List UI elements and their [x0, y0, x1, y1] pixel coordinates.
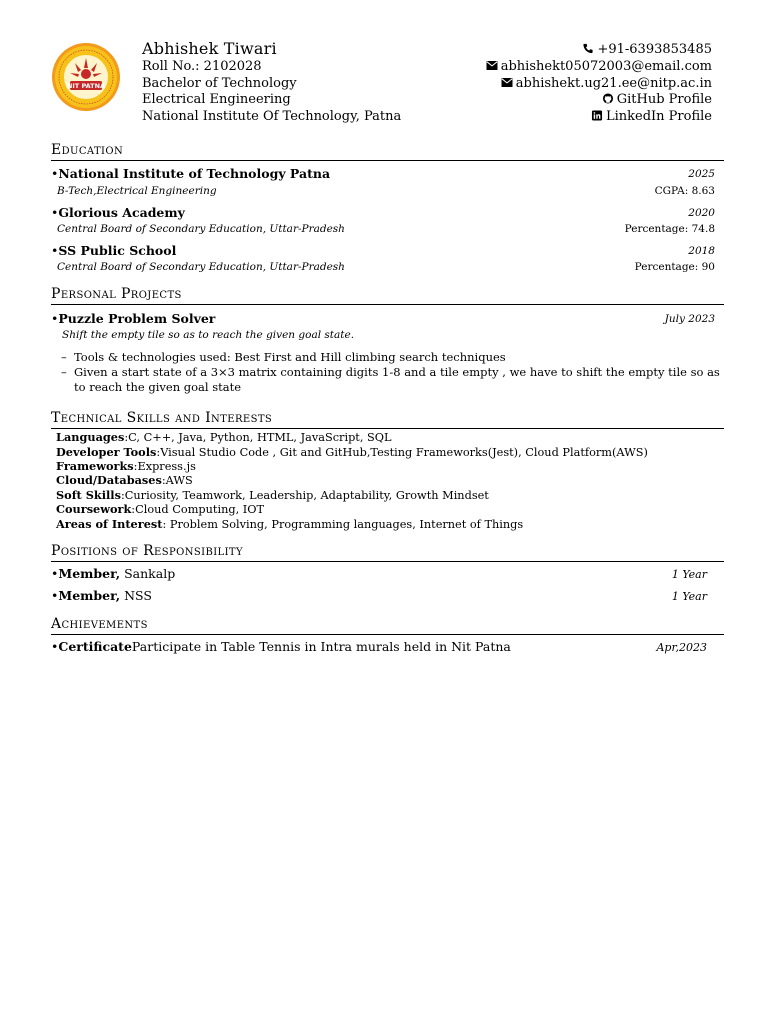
- phone-icon: [582, 43, 594, 54]
- roll-number: Roll No.: 2102028: [142, 59, 262, 74]
- project-bullet-continuation: to reach the given goal state: [74, 380, 242, 394]
- positions-heading: Positions of Responsibility: [51, 543, 244, 559]
- skill-row: Developer Tools:Visual Studio Code , Git and GitHub,Testing Frameworks(Jest), Cloud Platform(AWS): [56, 445, 648, 459]
- achievement-entry: •CertificateParticipate in Table Tennis in Intra murals held in Nit Patna: [51, 639, 511, 654]
- skill-row: Areas of Interest: Problem Solving, Programming languages, Internet of Things: [56, 517, 524, 531]
- branch: Electrical Engineering: [142, 92, 291, 107]
- skill-row: Soft Skills:Curiosity, Teamwork, Leadership, Adaptability, Growth Mindset: [56, 488, 489, 502]
- candidate-name: Abhishek Tiwari: [142, 39, 277, 58]
- section-divider: [51, 160, 724, 161]
- github-icon: [602, 93, 614, 104]
- education-detail: B-Tech,Electrical Engineering: [57, 185, 217, 197]
- position-entry: •Member, NSS: [51, 588, 152, 603]
- nit-patna-logo: [51, 42, 121, 112]
- college-email: abhishekt.ug21.ee@nitp.ac.in: [515, 76, 712, 91]
- achievements-heading: Achievements: [51, 616, 148, 632]
- github-link[interactable]: [602, 92, 712, 107]
- project-bullet: – Tools & technologies used: Best First and Hill climbing search techniques: [61, 350, 506, 364]
- skill-row: Coursework:Cloud Computing, IOT: [56, 502, 265, 516]
- education-entry-title: •SS Public School: [51, 243, 177, 258]
- education-year: 2018: [688, 245, 715, 257]
- project-title: •Puzzle Problem Solver: [51, 311, 216, 326]
- envelope-icon: [501, 77, 513, 88]
- linkedin-label: LinkedIn Profile: [605, 109, 712, 124]
- projects-heading: Personal Projects: [51, 286, 182, 302]
- education-score: Percentage: 74.8: [624, 223, 715, 235]
- section-divider: [51, 304, 724, 305]
- college-email-link[interactable]: [501, 76, 712, 91]
- degree: Bachelor of Technology: [142, 76, 297, 91]
- education-year: 2025: [688, 168, 715, 180]
- education-detail: Central Board of Secondary Education, Uttar-Pradesh: [57, 261, 345, 273]
- section-divider: [51, 428, 724, 429]
- education-entry-title: •Glorious Academy: [51, 205, 185, 220]
- phone-contact[interactable]: [582, 42, 712, 57]
- skill-row: Languages:C, C++, Java, Python, HTML, JavaScript, SQL: [56, 430, 392, 444]
- skill-row: Cloud/Databases:AWS: [56, 473, 193, 487]
- position-duration: 1 Year: [671, 590, 707, 603]
- logo-text: NIT PATNA: [66, 82, 106, 90]
- personal-email: abhishekt05072003@email.com: [500, 59, 712, 74]
- envelope-icon: [486, 60, 498, 71]
- skills-heading: Technical Skills and Interests: [51, 410, 273, 426]
- education-score: Percentage: 90: [634, 261, 715, 273]
- institute: National Institute Of Technology, Patna: [142, 109, 402, 124]
- achievement-date: Apr,2023: [656, 641, 707, 654]
- position-duration: 1 Year: [671, 568, 707, 581]
- personal-email-link[interactable]: [486, 59, 712, 74]
- linkedin-link[interactable]: [591, 109, 712, 124]
- skill-row: Frameworks:Express.js: [56, 459, 196, 473]
- section-divider: [51, 561, 724, 562]
- section-divider: [51, 634, 724, 635]
- project-summary: Shift the empty tile so as to reach the given goal state.: [62, 329, 355, 341]
- phone-number: +91-6393853485: [597, 42, 712, 57]
- education-detail: Central Board of Secondary Education, Uttar-Pradesh: [57, 223, 345, 235]
- linkedin-icon: [591, 110, 603, 121]
- github-label: GitHub Profile: [616, 92, 712, 107]
- education-entry-title: •National Institute of Technology Patna: [51, 166, 331, 181]
- education-year: 2020: [688, 207, 715, 219]
- project-bullet: – Given a start state of a 3×3 matrix containing digits 1-8 and a tile empty , we have to shift the empty tile so as: [61, 365, 720, 379]
- education-score: CGPA: 8.63: [654, 185, 715, 197]
- position-entry: •Member, Sankalp: [51, 566, 176, 581]
- project-date: July 2023: [664, 313, 715, 325]
- education-heading: Education: [51, 142, 124, 158]
